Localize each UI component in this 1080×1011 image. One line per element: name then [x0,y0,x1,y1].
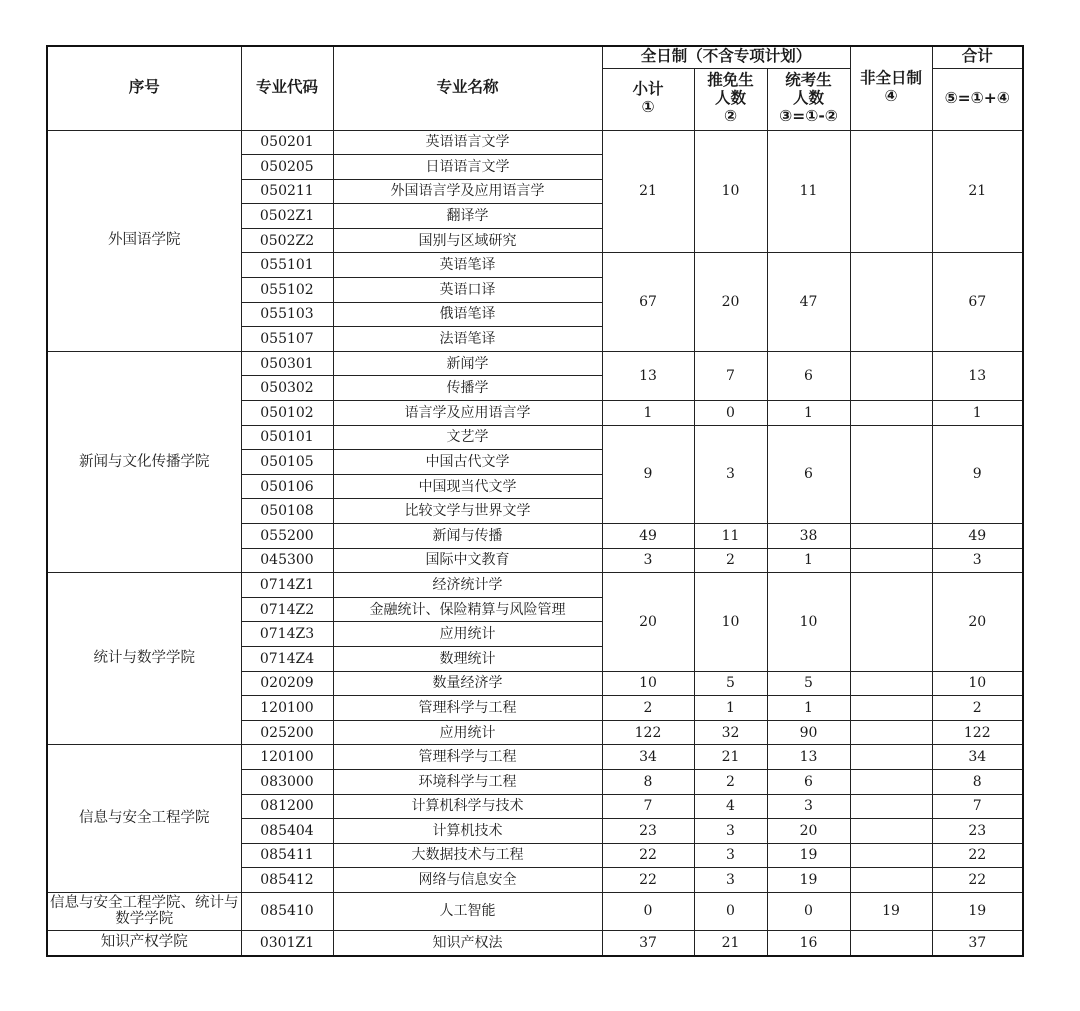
major-name-cell: 数量经济学 [333,671,602,696]
exam-cell: 38 [767,524,850,549]
parttime-cell [850,351,932,400]
exempt-cell: 3 [694,819,767,844]
major-name-cell: 中国古代文学 [333,450,602,475]
total-cell: 122 [932,720,1023,745]
header-exam: 统考生 人数 ③=①-② [767,68,850,130]
major-code-cell: 0714Z4 [241,646,333,671]
exam-cell: 20 [767,819,850,844]
exempt-cell: 0 [694,401,767,426]
major-name-cell: 翻译学 [333,204,602,229]
parttime-cell [850,930,932,955]
total-cell: 2 [932,696,1023,721]
major-code-cell: 0502Z2 [241,228,333,253]
subtotal-cell: 8 [602,769,694,794]
header-parttime: 非全日制 ④ [850,46,932,130]
exempt-cell: 7 [694,351,767,400]
major-name-cell: 管理科学与工程 [333,745,602,770]
subtotal-cell: 10 [602,671,694,696]
table-row [47,351,1023,376]
exempt-cell: 1 [694,696,767,721]
exam-cell: 90 [767,720,850,745]
table-row [47,573,1023,598]
major-name-cell: 大数据技术与工程 [333,843,602,868]
exam-cell: 6 [767,425,850,523]
exempt-cell: 4 [694,794,767,819]
major-code-cell: 055102 [241,278,333,303]
total-cell: 9 [932,425,1023,523]
major-code-cell: 050102 [241,401,333,426]
major-code-cell: 120100 [241,745,333,770]
college-cell: 统计与数学学院 [47,573,241,745]
major-code-cell: 020209 [241,671,333,696]
major-name-cell: 国际中文教育 [333,548,602,573]
college-cell: 信息与安全工程学院、统计与数学学院 [47,892,241,930]
subtotal-cell: 22 [602,868,694,893]
parttime-cell [850,573,932,671]
major-name-cell: 比较文学与世界文学 [333,499,602,524]
major-name-cell: 应用统计 [333,622,602,647]
total-cell: 22 [932,868,1023,893]
exempt-cell: 3 [694,868,767,893]
table-body [47,130,1023,956]
major-code-cell: 050211 [241,179,333,204]
enrollment-plan-table [46,45,1024,957]
major-code-cell: 081200 [241,794,333,819]
college-cell: 信息与安全工程学院 [47,745,241,893]
major-name-cell: 新闻与传播 [333,524,602,549]
major-name-cell: 法语笔译 [333,327,602,352]
subtotal-cell: 67 [602,253,694,351]
parttime-cell [850,671,932,696]
major-name-cell: 新闻学 [333,351,602,376]
college-cell: 外国语学院 [47,130,241,351]
major-name-cell: 中国现当代文学 [333,474,602,499]
parttime-cell [850,425,932,523]
exam-cell: 19 [767,843,850,868]
exam-cell: 19 [767,868,850,893]
major-code-cell: 0301Z1 [241,930,333,955]
subtotal-cell: 23 [602,819,694,844]
subtotal-cell: 21 [602,130,694,253]
subtotal-cell: 34 [602,745,694,770]
exempt-cell: 3 [694,425,767,523]
total-cell: 10 [932,671,1023,696]
major-name-cell: 经济统计学 [333,573,602,598]
total-cell: 20 [932,573,1023,671]
major-name-cell: 网络与信息安全 [333,868,602,893]
major-name-cell: 外国语言学及应用语言学 [333,179,602,204]
total-cell: 21 [932,130,1023,253]
exam-cell: 11 [767,130,850,253]
exam-cell: 1 [767,548,850,573]
major-name-cell: 环境科学与工程 [333,769,602,794]
header-exempt: 推免生 人数 ② [694,68,767,130]
parttime-cell [850,524,932,549]
exempt-cell: 32 [694,720,767,745]
major-code-cell: 0714Z3 [241,622,333,647]
major-name-cell: 应用统计 [333,720,602,745]
parttime-cell [850,769,932,794]
subtotal-cell: 20 [602,573,694,671]
parttime-cell [850,794,932,819]
major-code-cell: 085410 [241,892,333,930]
exam-cell: 1 [767,696,850,721]
major-code-cell: 055101 [241,253,333,278]
major-code-cell: 050106 [241,474,333,499]
exam-cell: 5 [767,671,850,696]
exam-cell: 13 [767,745,850,770]
parttime-cell [850,130,932,253]
major-name-cell: 日语语言文学 [333,155,602,180]
major-name-cell: 计算机科学与技术 [333,794,602,819]
major-name-cell: 俄语笔译 [333,302,602,327]
major-code-cell: 120100 [241,696,333,721]
header-fulltime-group: 全日制（不含专项计划） [602,46,850,68]
exempt-cell: 3 [694,843,767,868]
parttime-cell [850,720,932,745]
major-name-cell: 人工智能 [333,892,602,930]
subtotal-cell: 9 [602,425,694,523]
major-code-cell: 055200 [241,524,333,549]
major-name-cell: 英语口译 [333,278,602,303]
college-cell: 新闻与文化传播学院 [47,351,241,572]
major-code-cell: 0714Z2 [241,597,333,622]
total-cell: 49 [932,524,1023,549]
exempt-cell: 2 [694,548,767,573]
exam-cell: 0 [767,892,850,930]
major-code-cell: 050205 [241,155,333,180]
exam-cell: 3 [767,794,850,819]
major-name-cell: 知识产权法 [333,930,602,955]
major-code-cell: 085404 [241,819,333,844]
subtotal-cell: 22 [602,843,694,868]
total-cell: 1 [932,401,1023,426]
header-major-name: 专业名称 [333,46,602,130]
subtotal-cell: 37 [602,930,694,955]
exam-cell: 16 [767,930,850,955]
exempt-cell: 2 [694,769,767,794]
subtotal-cell: 0 [602,892,694,930]
major-code-cell: 025200 [241,720,333,745]
table-row [47,892,1023,930]
major-code-cell: 050105 [241,450,333,475]
major-code-cell: 050201 [241,130,333,155]
total-cell: 3 [932,548,1023,573]
total-cell: 37 [932,930,1023,955]
major-code-cell: 0714Z1 [241,573,333,598]
table-row [47,930,1023,955]
total-cell: 34 [932,745,1023,770]
major-code-cell: 055107 [241,327,333,352]
subtotal-cell: 122 [602,720,694,745]
parttime-cell: 19 [850,892,932,930]
exempt-cell: 21 [694,745,767,770]
parttime-cell [850,868,932,893]
major-code-cell: 085411 [241,843,333,868]
total-cell: 13 [932,351,1023,400]
parttime-cell [850,548,932,573]
parttime-cell [850,819,932,844]
major-name-cell: 管理科学与工程 [333,696,602,721]
table-row [47,745,1023,770]
college-cell: 知识产权学院 [47,930,241,955]
total-cell: 7 [932,794,1023,819]
header-subtotal: 小计 ① [602,68,694,130]
major-name-cell: 国别与区域研究 [333,228,602,253]
major-name-cell: 语言学及应用语言学 [333,401,602,426]
major-code-cell: 055103 [241,302,333,327]
total-cell: 67 [932,253,1023,351]
parttime-cell [850,745,932,770]
subtotal-cell: 49 [602,524,694,549]
exempt-cell: 11 [694,524,767,549]
parttime-cell [850,843,932,868]
major-name-cell: 英语语言文学 [333,130,602,155]
total-cell: 8 [932,769,1023,794]
exempt-cell: 10 [694,130,767,253]
major-name-cell: 计算机技术 [333,819,602,844]
subtotal-cell: 1 [602,401,694,426]
major-name-cell: 传播学 [333,376,602,401]
header-total-formula: ⑤=①+④ [932,68,1023,130]
exempt-cell: 20 [694,253,767,351]
table-row [47,130,1023,155]
exam-cell: 10 [767,573,850,671]
major-name-cell: 数理统计 [333,646,602,671]
major-code-cell: 050302 [241,376,333,401]
major-name-cell: 文艺学 [333,425,602,450]
subtotal-cell: 3 [602,548,694,573]
major-code-cell: 0502Z1 [241,204,333,229]
exempt-cell: 0 [694,892,767,930]
exempt-cell: 5 [694,671,767,696]
exam-cell: 6 [767,769,850,794]
exam-cell: 6 [767,351,850,400]
subtotal-cell: 2 [602,696,694,721]
exempt-cell: 21 [694,930,767,955]
major-name-cell: 金融统计、保险精算与风险管理 [333,597,602,622]
major-code-cell: 050108 [241,499,333,524]
major-code-cell: 050101 [241,425,333,450]
exempt-cell: 10 [694,573,767,671]
header-total-group: 合计 [932,46,1023,68]
total-cell: 22 [932,843,1023,868]
total-cell: 23 [932,819,1023,844]
major-code-cell: 085412 [241,868,333,893]
subtotal-cell: 13 [602,351,694,400]
subtotal-cell: 7 [602,794,694,819]
parttime-cell [850,401,932,426]
parttime-cell [850,696,932,721]
parttime-cell [850,253,932,351]
major-code-cell: 045300 [241,548,333,573]
header-seq: 序号 [47,46,241,130]
header-major-code: 专业代码 [241,46,333,130]
major-code-cell: 050301 [241,351,333,376]
major-name-cell: 英语笔译 [333,253,602,278]
major-code-cell: 083000 [241,769,333,794]
exam-cell: 1 [767,401,850,426]
exam-cell: 47 [767,253,850,351]
total-cell: 19 [932,892,1023,930]
